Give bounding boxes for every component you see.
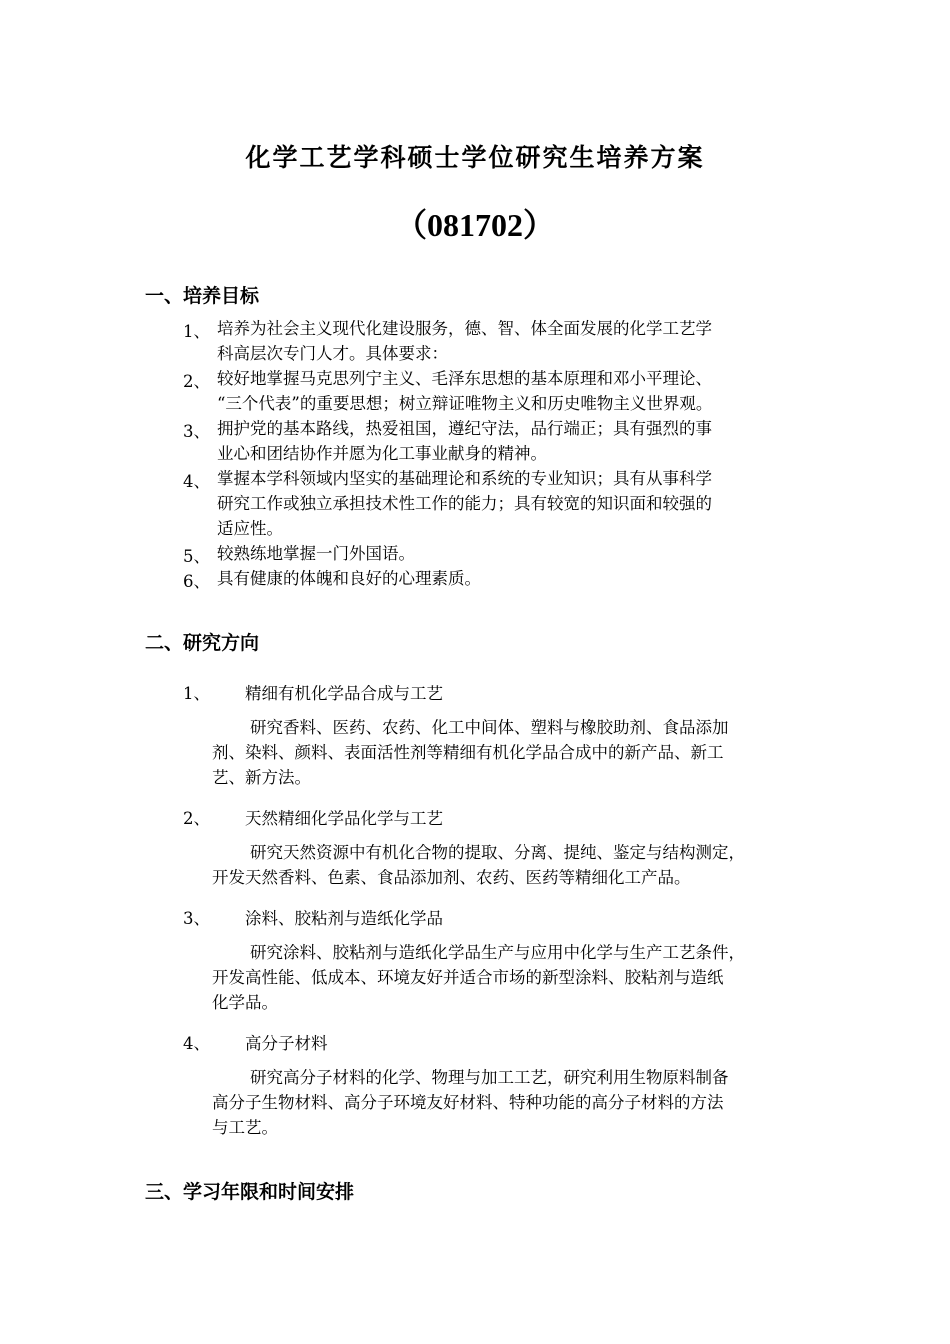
- direction-line: 艺、新方法。: [212, 768, 311, 787]
- goal-line: 拥护党的基本路线，热爱祖国，遵纪守法，品行端正；具有强烈的事: [217, 419, 712, 438]
- goal-number: 1、: [183, 322, 210, 341]
- goal-item: [217, 366, 712, 416]
- direction-line: 研究涂料、胶粘剂与造纸化学品生产与应用中化学与生产工艺条件，: [250, 943, 745, 962]
- goal-line: 较好地掌握马克思列宁主义、毛泽东思想的基本原理和邓小平理论、: [217, 369, 712, 388]
- direction-line: 开发高性能、低成本、环境友好并适合市场的新型涂料、胶粘剂与造纸: [212, 968, 724, 987]
- goal-line: “三个代表”的重要思想；树立辩证唯物主义和历史唯物主义世界观。: [217, 394, 713, 413]
- goal-line: 研究工作或独立承担技术性工作的能力；具有较宽的知识面和较强的: [217, 494, 712, 513]
- direction-description: [212, 1065, 822, 1140]
- goal-line: 科高层次专门人才。具体要求：: [217, 344, 448, 363]
- direction-number: 1、: [183, 684, 210, 703]
- goal-line: 较熟练地掌握一门外国语。: [217, 544, 415, 563]
- direction-number: 4、: [183, 1034, 210, 1053]
- direction-description: [212, 940, 822, 1015]
- document-title: 化学工艺学科硕士学位研究生培养方案: [245, 143, 705, 172]
- goal-number: 2、: [183, 372, 210, 391]
- direction-line: 研究香料、医药、农药、化工中间体、塑料与橡胶助剂、食品添加: [250, 718, 729, 737]
- goal-line: 培养为社会主义现代化建设服务，德、智、体全面发展的化学工艺学: [217, 319, 712, 338]
- direction-line: 与工艺。: [212, 1118, 278, 1137]
- direction-description: [212, 840, 822, 890]
- goal-number: 6、: [183, 572, 210, 591]
- direction-title: 高分子材料: [245, 1034, 328, 1053]
- goal-line: 业心和团结协作并愿为化工事业献身的精神。: [217, 444, 547, 463]
- direction-title: 精细有机化学品合成与工艺: [245, 684, 443, 703]
- goal-line: 具有健康的体魄和良好的心理素质。: [217, 569, 481, 588]
- goal-item: [217, 316, 712, 366]
- section-heading-goals: 一、培养目标: [145, 285, 260, 307]
- direction-line: 研究天然资源中有机化合物的提取、分离、提纯、鉴定与结构测定，: [250, 843, 745, 862]
- goal-number: 5、: [183, 547, 210, 566]
- direction-line: 化学品。: [212, 993, 278, 1012]
- goal-number: 4、: [183, 472, 210, 491]
- direction-number: 2、: [183, 809, 210, 828]
- direction-title: 涂料、胶粘剂与造纸化学品: [245, 909, 443, 928]
- direction-line: 开发天然香料、色素、食品添加剂、农药、医药等精细化工产品。: [212, 868, 691, 887]
- direction-line: 研究高分子材料的化学、物理与加工工艺，研究利用生物原料制备: [250, 1068, 729, 1087]
- direction-line: 高分子生物材料、高分子环境友好材料、特种功能的高分子材料的方法: [212, 1093, 724, 1112]
- goal-number: 3、: [183, 422, 210, 441]
- direction-line: 剂、染料、颜料、表面活性剂等精细有机化学品合成中的新产品、新工: [212, 743, 724, 762]
- goal-item: [217, 566, 481, 591]
- goal-line: 掌握本学科领域内坚实的基础理论和系统的专业知识；具有从事科学: [217, 469, 712, 488]
- section-heading-directions: 二、研究方向: [145, 632, 260, 654]
- goal-item: [217, 541, 415, 566]
- direction-description: [212, 715, 812, 790]
- discipline-code: （081702）: [394, 207, 555, 243]
- goal-item: [217, 416, 712, 466]
- goal-line: 适应性。: [217, 519, 283, 538]
- section-heading-duration: 三、学习年限和时间安排: [145, 1181, 355, 1203]
- direction-title: 天然精细化学品化学与工艺: [245, 809, 443, 828]
- direction-number: 3、: [183, 909, 210, 928]
- goal-item: [217, 466, 712, 541]
